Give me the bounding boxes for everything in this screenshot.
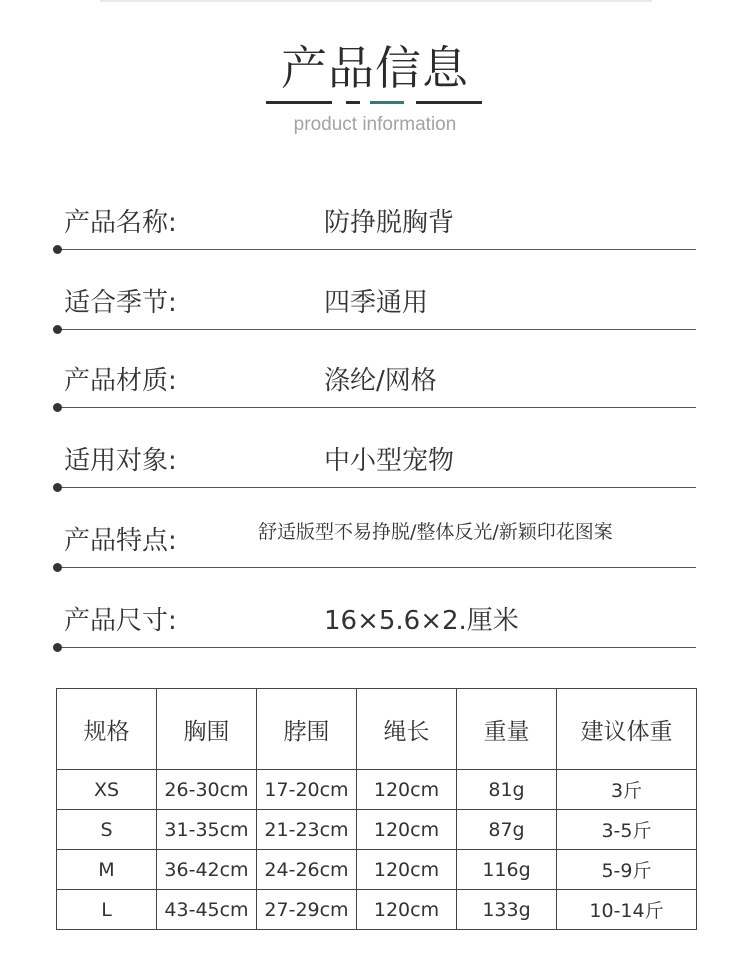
title-underline-segment bbox=[416, 101, 482, 104]
table-cell: 120cm bbox=[357, 850, 457, 890]
column-header: 脖围 bbox=[257, 689, 357, 770]
table-cell: 120cm bbox=[357, 770, 457, 810]
table-cell: 10-14斤 bbox=[557, 890, 697, 930]
info-divider bbox=[58, 647, 696, 648]
column-header: 重量 bbox=[457, 689, 557, 770]
info-divider bbox=[58, 487, 696, 488]
info-value: 中小型宠物 bbox=[324, 446, 455, 476]
table-cell: 81g bbox=[457, 770, 557, 810]
info-divider bbox=[58, 407, 696, 408]
info-label: 适合季节: bbox=[64, 288, 177, 318]
size-chart-table bbox=[56, 688, 697, 930]
table-cell: M bbox=[57, 850, 157, 890]
table-cell: 26-30cm bbox=[157, 770, 257, 810]
page-subtitle: product information bbox=[293, 114, 457, 135]
table-row bbox=[57, 890, 697, 930]
table-row bbox=[57, 810, 697, 850]
title-underline-accent bbox=[370, 101, 404, 104]
info-value: 16×5.6×2.厘米 bbox=[324, 606, 519, 636]
bullet-dot bbox=[53, 643, 62, 652]
info-label: 产品尺寸: bbox=[64, 606, 177, 636]
info-label: 产品特点: bbox=[64, 526, 177, 556]
info-label: 产品材质: bbox=[64, 366, 177, 396]
table-header-row bbox=[57, 689, 697, 770]
bullet-dot bbox=[53, 483, 62, 492]
page-title: 产品信息 bbox=[281, 41, 469, 95]
title-underline-segment bbox=[346, 101, 360, 104]
table-cell: 31-35cm bbox=[157, 810, 257, 850]
info-label: 适用对象: bbox=[64, 446, 177, 476]
info-divider bbox=[58, 249, 696, 250]
table-row bbox=[57, 770, 697, 810]
table-cell: 87g bbox=[457, 810, 557, 850]
info-row-material bbox=[0, 344, 750, 424]
table-cell: 24-26cm bbox=[257, 850, 357, 890]
bullet-dot bbox=[53, 245, 62, 254]
table-cell: 21-23cm bbox=[257, 810, 357, 850]
table-cell: 116g bbox=[457, 850, 557, 890]
table-cell: 27-29cm bbox=[257, 890, 357, 930]
table-cell: 17-20cm bbox=[257, 770, 357, 810]
table-cell: S bbox=[57, 810, 157, 850]
table-cell: 43-45cm bbox=[157, 890, 257, 930]
info-label: 产品名称: bbox=[64, 208, 177, 238]
info-row-target bbox=[0, 424, 750, 504]
info-value: 涤纶/网格 bbox=[324, 366, 437, 396]
table-cell: 36-42cm bbox=[157, 850, 257, 890]
table-cell: XS bbox=[57, 770, 157, 810]
column-header: 绳长 bbox=[357, 689, 457, 770]
bullet-dot bbox=[53, 325, 62, 334]
info-row-name bbox=[0, 186, 750, 266]
info-row-features bbox=[0, 504, 750, 584]
table-cell: 5-9斤 bbox=[557, 850, 697, 890]
column-header: 规格 bbox=[57, 689, 157, 770]
top-divider bbox=[100, 0, 652, 2]
info-divider bbox=[58, 567, 696, 568]
column-header: 建议体重 bbox=[557, 689, 697, 770]
table-cell: 3斤 bbox=[557, 770, 697, 810]
table-cell: 120cm bbox=[357, 810, 457, 850]
info-row-season bbox=[0, 266, 750, 346]
table-cell: 133g bbox=[457, 890, 557, 930]
info-value: 舒适版型不易挣脱/整体反光/新颖印花图案 bbox=[258, 521, 613, 543]
table-cell: L bbox=[57, 890, 157, 930]
info-value: 防挣脱胸背 bbox=[324, 208, 455, 238]
info-divider bbox=[58, 329, 696, 330]
info-value: 四季通用 bbox=[324, 288, 429, 318]
bullet-dot bbox=[53, 403, 62, 412]
table-cell: 3-5斤 bbox=[557, 810, 697, 850]
table-row bbox=[57, 850, 697, 890]
title-underline-segment bbox=[266, 101, 332, 104]
info-row-size bbox=[0, 584, 750, 664]
column-header: 胸围 bbox=[157, 689, 257, 770]
bullet-dot bbox=[53, 563, 62, 572]
table-cell: 120cm bbox=[357, 890, 457, 930]
